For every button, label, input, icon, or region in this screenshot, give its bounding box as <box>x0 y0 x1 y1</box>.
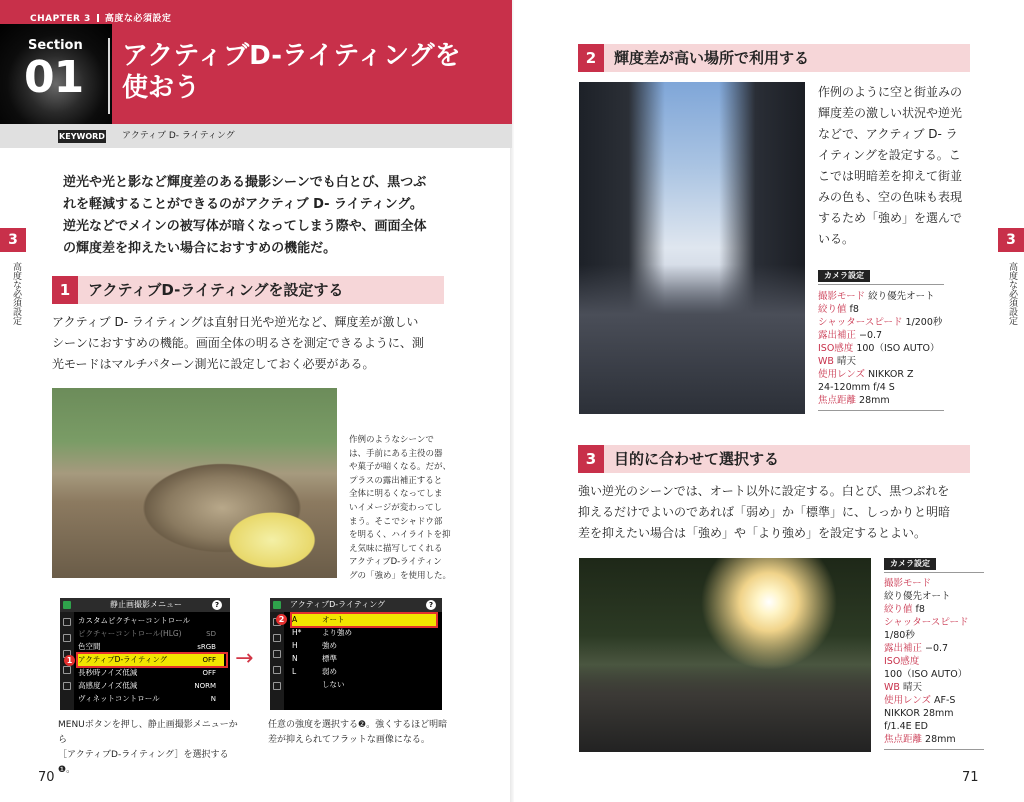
setting-value: f8 <box>846 304 859 315</box>
menu-row-label: 高感度ノイズ低減 <box>78 681 138 690</box>
camera-setting <box>818 316 942 329</box>
callout-badge-2: 2 <box>276 614 287 625</box>
camera-setting <box>884 590 951 603</box>
setting-value: −0.7 <box>922 643 949 654</box>
setting-value: NIKKOR Z <box>864 369 914 380</box>
callout-badge-1: 1 <box>64 655 75 666</box>
screen-1-caption <box>58 718 238 778</box>
note-line: プラスの露出補正すると <box>349 475 443 486</box>
menu-row[interactable] <box>78 667 224 679</box>
setting-key: 使用レンズ <box>818 369 865 380</box>
body-line: いる。 <box>818 232 855 246</box>
setting-value: 24-120mm f/4 S <box>818 382 895 393</box>
setting-value: f/1.4E ED <box>884 721 928 732</box>
body-line: 作例のように空と街並みの <box>818 85 963 99</box>
camera-setting <box>818 381 895 394</box>
camera-settings-rule <box>818 284 944 285</box>
retouch-icon <box>63 682 71 690</box>
setting-key: シャッタースピード <box>818 317 903 328</box>
chapter-number: CHAPTER 3 <box>30 14 91 24</box>
lead-line: の輝度差を抑えたい場合におすすめの機能だ。 <box>63 241 337 256</box>
pencil-icon <box>63 634 71 642</box>
camera-setting <box>884 642 948 655</box>
camera-setting <box>884 707 954 720</box>
camera-icon <box>273 601 281 609</box>
help-icon: ? <box>212 600 222 610</box>
option-low[interactable] <box>292 666 436 678</box>
page-title-line-2: 使おう <box>122 73 201 103</box>
camera-setting <box>884 681 922 694</box>
camera-setting <box>818 368 913 381</box>
step-title: 輝度差が高い場所で利用する <box>614 49 810 67</box>
chapter-separator <box>97 14 99 22</box>
keyword-label: KEYWORD <box>59 132 105 141</box>
camera-setting <box>884 720 928 733</box>
option-normal[interactable] <box>292 653 436 665</box>
camera-setting <box>884 655 919 668</box>
note-line: は、手前にある主役の器 <box>349 448 443 459</box>
body-line: などで、アクティブ D- ラ <box>818 127 958 141</box>
setting-key: 使用レンズ <box>884 695 931 706</box>
setting-key: 焦点距離 <box>884 734 923 745</box>
step-title: 目的に合わせて選択する <box>614 450 780 468</box>
setting-value: f8 <box>912 604 925 615</box>
option-code: A <box>292 615 298 624</box>
note-line: アクティブD-ライティン <box>349 557 442 568</box>
page-number-right: 71 <box>962 770 979 785</box>
camera-setting <box>818 394 890 407</box>
option-off[interactable] <box>292 679 436 691</box>
keyword-text: アクティブ D- ライティング <box>122 131 235 141</box>
option-code: N <box>292 654 298 663</box>
tree-lined-path-photo <box>579 558 871 752</box>
tea-bowl-photo <box>52 388 337 578</box>
camera-icon <box>63 601 71 609</box>
setting-key: 絞り値 <box>884 604 913 615</box>
body-line: イティングを設定する。こ <box>818 148 961 162</box>
chapter-tab-right: 3 <box>998 228 1024 252</box>
setting-value: AF-S <box>930 695 956 706</box>
menu-row[interactable] <box>78 680 224 692</box>
lead-line: れを軽減することができるのがアクティブ D- ライティング。 <box>63 197 423 212</box>
menu-row-value: OFF <box>202 669 216 677</box>
menu-row-value: NORM <box>194 682 216 690</box>
menu-row[interactable] <box>78 628 224 640</box>
setting-value: NIKKOR 28mm <box>884 708 954 719</box>
setting-value: 1/80秒 <box>884 630 915 641</box>
step-2-header <box>578 44 970 72</box>
old-street-photo <box>579 82 805 414</box>
pencil-icon <box>273 634 281 642</box>
camera-setting <box>884 668 967 681</box>
setting-key: 焦点距離 <box>818 395 857 406</box>
menu-row-value: N <box>210 695 216 703</box>
menu-row-value: SD <box>206 630 216 638</box>
film-icon <box>63 618 71 626</box>
menu-row-value: sRGB <box>197 643 216 651</box>
camera-setting <box>884 577 931 590</box>
setting-value: 絞り優先オート <box>865 291 935 302</box>
setting-value: 28mm <box>922 734 956 745</box>
body-line: こでは明暗差を抑えて街並 <box>818 169 963 183</box>
step-2-body <box>818 82 978 250</box>
camera-settings-rule <box>884 572 984 573</box>
setting-value: 晴天 <box>899 682 922 693</box>
menu-title: アクティブD-ライティング <box>290 600 386 609</box>
setting-key: 絞り値 <box>818 304 847 315</box>
setting-value: 晴天 <box>833 356 856 367</box>
body-line: 光モードはマルチパターン測光に設定しておく必要がある。 <box>52 357 375 371</box>
option-code: H <box>292 641 298 650</box>
option-code: L <box>292 667 297 676</box>
lead-line: 逆光などでメインの被写体が暗くなってしまう際や、画面全体 <box>63 219 427 234</box>
section-number: 01 <box>24 52 84 103</box>
menu-row-label: 長秒時ノイズ低減 <box>78 668 138 677</box>
camera-setting <box>884 733 956 746</box>
option-label: より強め <box>322 628 352 637</box>
note-line: を明るく、ハイライトを抑 <box>349 530 451 541</box>
step-1-body <box>52 312 452 375</box>
menu-row-value: OFF <box>202 656 216 664</box>
setting-key: 露出補正 <box>818 330 857 341</box>
wrench-icon <box>273 650 281 658</box>
camera-setting <box>884 694 955 707</box>
caption-line: 任意の強度を選択する❷。強くするほど明暗 <box>268 720 448 730</box>
chapter-tab-label-left: 高度な必須設定 <box>11 262 21 325</box>
lead-line: 逆光や光と影など輝度差のある撮影シーンでも白とび、黒つぶ <box>63 175 427 190</box>
option-label: 標準 <box>322 654 337 663</box>
step-3-body <box>578 481 978 544</box>
page-title <box>122 40 461 104</box>
chapter-title: 高度な必須設定 <box>104 14 172 24</box>
menu-row[interactable] <box>78 615 224 627</box>
step-number: 1 <box>52 276 78 304</box>
option-extra-high[interactable] <box>292 627 436 639</box>
step-number: 3 <box>578 445 604 473</box>
camera-settings-label: カメラ設定 <box>884 558 936 570</box>
section-label: Section <box>28 38 83 53</box>
setting-key: 撮影モード <box>818 291 866 302</box>
chapter-tab-left: 3 <box>0 228 26 252</box>
caption-line: 差が抑えられてフラットな画像になる。 <box>268 735 430 745</box>
menu-row-label: ヴィネットコントロール <box>78 694 160 703</box>
camera-setting <box>818 355 856 368</box>
option-label: 弱め <box>322 667 337 676</box>
menu-row-label: アクティブD-ライティング <box>78 655 168 664</box>
camera-setting <box>884 616 968 629</box>
play-icon <box>273 666 281 674</box>
chapter-label <box>30 11 171 24</box>
body-line: アクティブ D- ライティングは直射日光や逆光など、輝度差が激しい <box>52 315 419 329</box>
menu-row-label: 色空間 <box>78 642 101 651</box>
caption-line: MENUボタンを押し、静止画撮影メニューから <box>58 720 238 745</box>
selection-highlight <box>290 612 438 628</box>
menu-row-label: ピクチャーコントロール(HLG) <box>78 629 182 638</box>
setting-key: 露出補正 <box>884 643 923 654</box>
header-divider <box>108 38 110 114</box>
body-line: シーンにおすすめの機能。画面全体の明るさを測定できるように、測 <box>52 336 424 350</box>
caption-line: ［アクティブD-ライティング］を選択する❶。 <box>58 750 229 775</box>
setting-value: 28mm <box>856 395 890 406</box>
note-line: 全体に明るくなってしま <box>349 489 443 500</box>
camera-setting <box>818 329 882 342</box>
arrow-right-icon: → <box>235 646 254 671</box>
note-line: え気味に描写してくれる <box>349 543 443 554</box>
menu-icon-column <box>270 612 284 710</box>
body-line: するため「強め」を選んで <box>818 211 963 225</box>
note-line: まう。そこでシャドウ部 <box>349 516 443 527</box>
screen-2-caption <box>268 718 448 748</box>
camera-settings-label: カメラ設定 <box>818 270 870 282</box>
setting-value: 1/200秒 <box>902 317 943 328</box>
page-title-line-1: アクティブD-ライティングを <box>122 41 461 71</box>
help-icon: ? <box>426 600 436 610</box>
chapter-tab-label-right: 高度な必須設定 <box>1007 262 1017 325</box>
menu-row-label: カスタムピクチャーコントロール <box>78 616 191 625</box>
body-line: 輝度差の激しい状況や逆光 <box>818 106 963 120</box>
body-line: 差を抑えたい場合は「強め」や「より強め」を設定するとよい。 <box>578 526 927 540</box>
setting-key: WB <box>884 682 900 693</box>
option-label: 強め <box>322 641 337 650</box>
body-line: みの色も、空の色味も表現 <box>818 190 963 204</box>
camera-settings-rule <box>818 410 944 411</box>
selection-highlight <box>76 652 228 668</box>
option-label: オート <box>322 615 345 624</box>
body-line: 強い逆光のシーンでは、オート以外に設定する。白とび、黒つぶれを <box>578 484 950 498</box>
setting-value: 絞り優先オート <box>884 591 951 602</box>
camera-setting <box>818 342 940 355</box>
camera-setting <box>818 290 935 303</box>
lead-paragraph <box>63 172 453 260</box>
page-number-left: 70 <box>38 770 55 785</box>
setting-key: WB <box>818 356 834 367</box>
menu-screen-2 <box>270 598 442 710</box>
camera-settings-rule <box>884 749 984 750</box>
option-high[interactable] <box>292 640 436 652</box>
retouch-icon <box>273 682 281 690</box>
setting-value: −0.7 <box>856 330 883 341</box>
step-number: 2 <box>578 44 604 72</box>
setting-value: 100（ISO AUTO） <box>884 669 968 680</box>
camera-setting <box>818 303 859 316</box>
setting-key: ISO感度 <box>884 656 920 667</box>
note-line: や菓子が暗くなる。だが、 <box>349 462 452 473</box>
play-icon <box>63 666 71 674</box>
menu-screen-1 <box>60 598 230 710</box>
note-line: 作例のようなシーンで <box>349 435 434 445</box>
photo-1-note <box>349 434 453 584</box>
note-line: グの「強め」を使用した。 <box>349 570 452 581</box>
step-title: アクティブD-ライティングを設定する <box>88 281 344 299</box>
step-3-header <box>578 445 970 473</box>
step-1-header <box>52 276 444 304</box>
option-code: H* <box>292 628 302 637</box>
camera-setting <box>884 629 915 642</box>
camera-setting <box>884 603 925 616</box>
option-label: しない <box>322 680 345 689</box>
setting-key: シャッタースピード <box>884 617 969 628</box>
menu-title: 静止画撮影メニュー <box>110 600 182 609</box>
note-line: いイメージが変わってし <box>349 502 443 513</box>
menu-row[interactable] <box>78 693 224 705</box>
setting-key: 撮影モード <box>884 578 932 589</box>
setting-value: 100（ISO AUTO） <box>853 343 940 354</box>
body-line: 抑えるだけでよいのであれば「弱め」か「標準」に、しっかりと明暗 <box>578 505 951 519</box>
setting-key: ISO感度 <box>818 343 854 354</box>
